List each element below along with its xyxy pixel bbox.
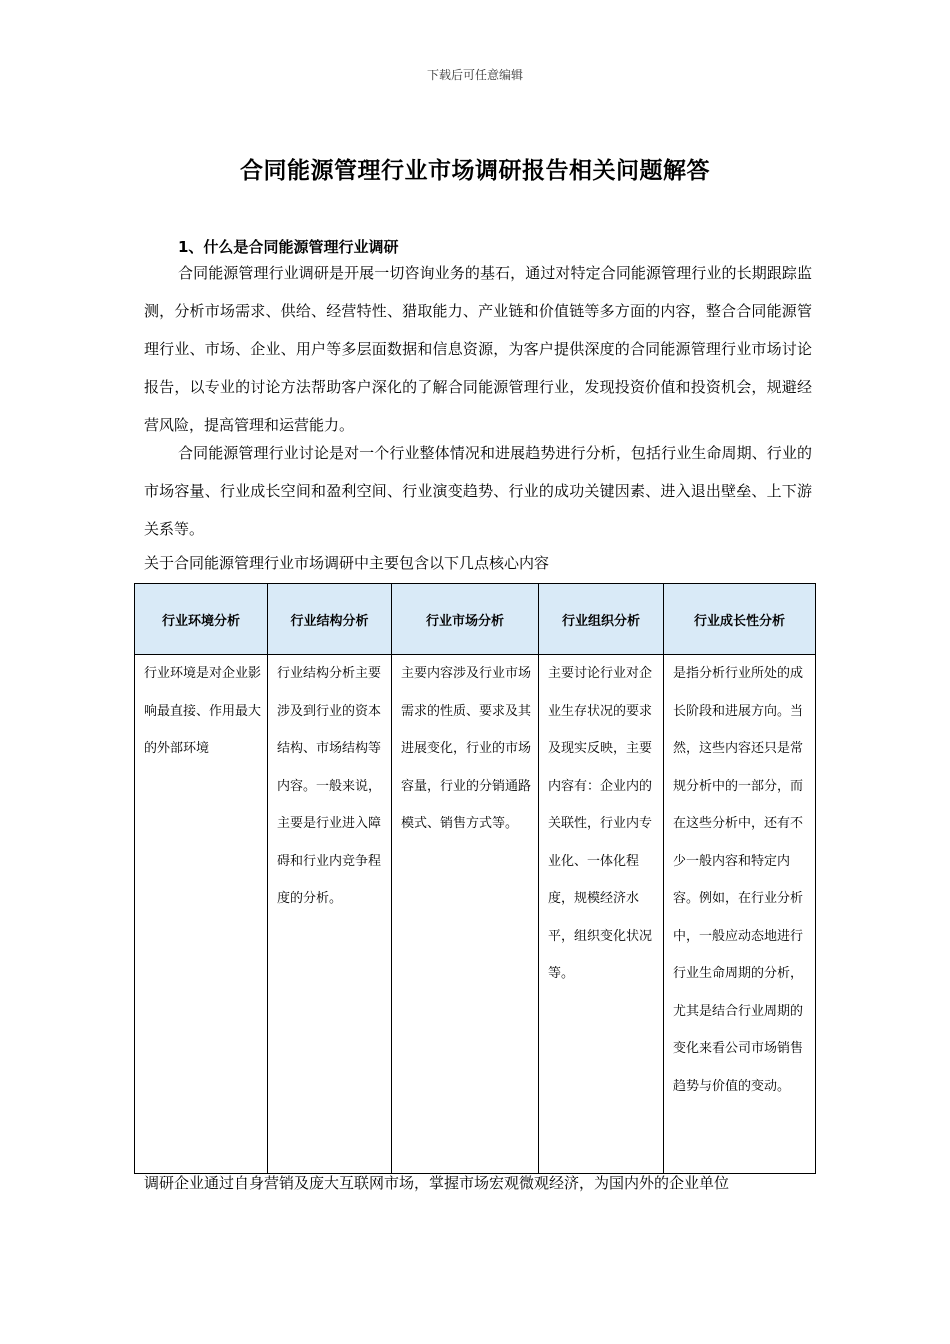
document-title: 合同能源管理行业市场调研报告相关问题解答 [240, 158, 710, 184]
table-header-cell: 行业环境分析 [135, 584, 268, 655]
table-cell: 主要内容涉及行业市场需求的性质、要求及其进展变化，行业的市场容量，行业的分销通路模式、销售方式等。 [392, 655, 539, 1174]
table-intro: 关于合同能源管理行业市场调研中主要包含以下几点核心内容 [144, 554, 550, 572]
header-note: 下载后可任意编辑 [426, 68, 523, 82]
table-header-cell: 行业组织分析 [539, 584, 664, 655]
table-row [135, 655, 816, 1174]
table-header-cell: 行业结构分析 [268, 584, 392, 655]
paragraph-2: 合同能源管理行业讨论是对一个行业整体情况和进展趋势进行分析，包括行业生命周期、行业的市场容量、行业成长空间和盈利空间、行业演变趋势、行业的成功关键因素、进入退出壁垒、上下游关系等。 [144, 444, 812, 538]
table-header-row [135, 584, 816, 655]
table-header-cell: 行业成长性分析 [664, 584, 816, 655]
table-cell: 是指分析行业所处的成长阶段和进展方向。当然，这些内容还只是常规分析中的一部分，而在这些分析中，还有不少一般内容和特定内容。例如，在行业分析中，一般应动态地进行行业生命周期的分析，尤其是结合行业周期的变化来看公司市场销售趋势与价值的变动。 [664, 655, 816, 1174]
footer-paragraph-line: 调研企业通过自身营销及庞大互联网市场，掌握市场宏观微观经济，为国内外的企业单位 [144, 1174, 730, 1192]
table-cell: 主要讨论行业对企业生存状况的要求及现实反映，主要内容有：企业内的关联性，行业内专业化、一体化程度，规模经济水平，组织变化状况等。 [539, 655, 664, 1174]
section-heading: 1、什么是合同能源管理行业调研 [178, 238, 399, 256]
table-cell: 行业结构分析主要涉及到行业的资本结构、市场结构等内容。一般来说，主要是行业进入障碍和行业内竞争程度的分析。 [268, 655, 392, 1174]
table-header-cell: 行业市场分析 [392, 584, 539, 655]
core-content-table [134, 583, 816, 1174]
paragraph-1: 合同能源管理行业调研是开展一切咨询业务的基石，通过对特定合同能源管理行业的长期跟踪监测，分析市场需求、供给、经营特性、猎取能力、产业链和价值链等多方面的内容，整合合同能源管理行业、市场、企业、用户等多层面数据和信息资源，为客户提供深度的合同能源管理行业市场讨论报告，以专业的讨论方法帮助客户深化的了解合同能源管理行业，发现投资价值和投资机会，规避经营风险，提高管理和运营能力。 [144, 264, 812, 434]
table-cell: 行业环境是对企业影响最直接、作用最大的外部环境 [135, 655, 268, 1174]
